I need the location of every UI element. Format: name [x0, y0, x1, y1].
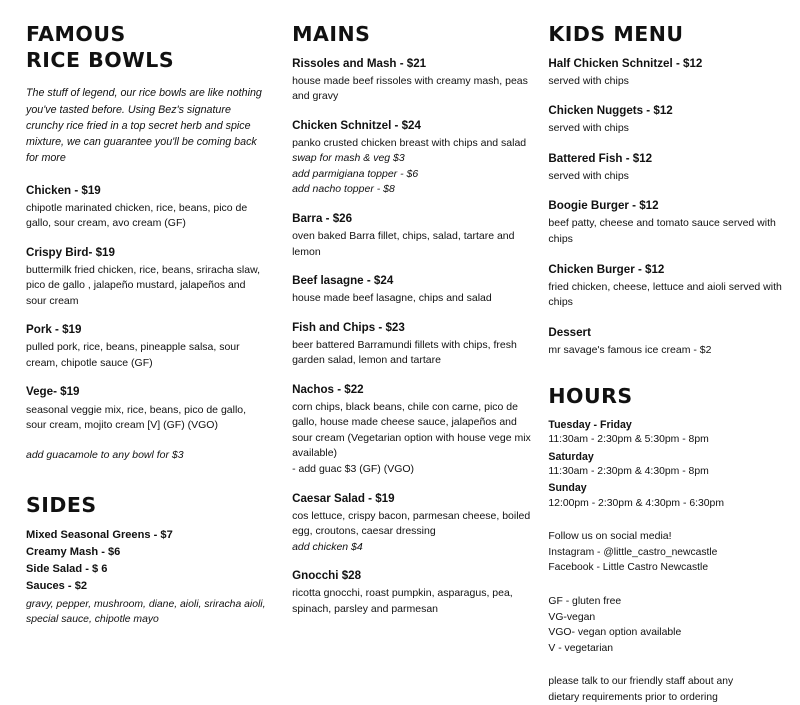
- menu-item: [292, 118, 534, 198]
- rice-bowls-title-line1: FAMOUS: [26, 22, 126, 46]
- item-name: Boogie Burger - $12: [548, 199, 659, 213]
- item-name: Dessert: [548, 325, 591, 339]
- rice-bowls-title-line2: RICE BOWLS: [26, 47, 175, 72]
- item-name: Fish and Chips - $23: [292, 320, 405, 334]
- hours-time: 11:30am - 2:30pm & 5:30pm - 8pm: [548, 433, 709, 445]
- item-description: corn chips, black beans, chile con carne, pico de gallo, house made cheese sauce, jalapeños and sour cream (Vegetarian option with house vege mix available): [292, 400, 531, 460]
- hours-time: 11:30am - 2:30pm & 4:30pm - 8pm: [548, 465, 709, 477]
- side-item: Creamy Mash - $6: [26, 545, 121, 558]
- item-description: beer battered Barramundi fillets with chips, fresh garden salad, lemon and tartare: [292, 338, 517, 367]
- section-title-sides: SIDES: [26, 493, 97, 518]
- column-rice-bowls: [26, 22, 292, 648]
- menu-item: [548, 103, 782, 137]
- rice-bowls-intro: The stuff of legend, our rice bowls are like nothing you've tasted before. Using Bez's signature crunchy rice fried in a top secret herb and spice mixture, we can guarantee you'll be coming back for more: [26, 87, 262, 165]
- item-name: Nachos - $22: [292, 382, 364, 396]
- menu-item: [548, 56, 782, 90]
- section-title-kids-menu: KIDS MENU: [548, 22, 684, 46]
- section-title-mains: MAINS: [292, 22, 371, 46]
- menu-item: [292, 568, 534, 617]
- item-description: served with chips: [548, 169, 629, 182]
- legend-line: VG-vegan: [548, 611, 596, 623]
- item-description: mr savage's famous ice cream - $2: [548, 343, 712, 356]
- item-addon: swap for mash & veg $3: [292, 152, 405, 165]
- menu-item: [292, 320, 534, 369]
- hours-day: Tuesday - Friday: [548, 418, 632, 431]
- side-item: Sauces - $2: [26, 580, 88, 593]
- menu-item: [292, 56, 534, 105]
- column-mains: [292, 22, 548, 648]
- item-description: panko crusted chicken breast with chips and salad: [292, 136, 527, 149]
- dietary-footer-note: please talk to our friendly staff about any dietary requirements prior to ordering: [548, 676, 734, 703]
- side-item: Side Salad - $ 6: [26, 563, 108, 576]
- item-name: Chicken Burger - $12: [548, 262, 665, 276]
- item-name: Vege- $19: [26, 385, 80, 399]
- item-name: Rissoles and Mash - $21: [292, 56, 427, 70]
- item-name: Barra - $26: [292, 211, 353, 225]
- legend-line: V - vegetarian: [548, 642, 614, 654]
- social-instagram: Instagram - @little_castro_newcastle: [548, 547, 718, 559]
- item-name: Beef lasagne - $24: [292, 274, 394, 288]
- menu-item: [26, 183, 274, 232]
- rice-bowls-note: add guacamole to any bowl for $3: [26, 448, 184, 461]
- item-description: pulled pork, rice, beans, pineapple salsa, sour cream, chipotle sauce (GF): [26, 341, 240, 369]
- menu-item: [548, 198, 782, 247]
- column-kids-hours: [548, 22, 782, 703]
- sauces-description: gravy, pepper, mushroom, diane, aioli, sriracha aioli, special sauce, chipotle mayo: [26, 598, 266, 625]
- item-name: Chicken - $19: [26, 183, 101, 197]
- social-facebook: Facebook - Little Castro Newcastle: [548, 562, 709, 574]
- item-description: chipotle marinated chicken, rice, beans, pico de gallo, sour cream, avo cream (GF): [26, 201, 248, 230]
- item-addon: add nacho topper - $8: [292, 183, 395, 196]
- item-description: beef patty, cheese and tomato sauce served with chips: [548, 217, 776, 245]
- section-title-rice-bowls: [26, 22, 274, 73]
- item-description: house made beef lasagne, chips and salad: [292, 292, 492, 305]
- item-name: Chicken Schnitzel - $24: [292, 118, 421, 132]
- menu-item: [292, 211, 534, 260]
- item-description: fried chicken, cheese, lettuce and aioli served with chips: [548, 280, 782, 309]
- menu-item: [26, 384, 274, 433]
- item-name: Half Chicken Schnitzel - $12: [548, 56, 703, 70]
- item-name: Gnocchi $28: [292, 569, 362, 583]
- item-addon: add parmigiana topper - $6: [292, 167, 419, 180]
- item-description: served with chips: [548, 74, 629, 87]
- menu-item: [26, 245, 274, 310]
- hours-day: Sunday: [548, 482, 587, 495]
- item-addon: add chicken $4: [292, 540, 363, 553]
- section-title-hours: HOURS: [548, 384, 633, 409]
- menu-item: [292, 382, 534, 478]
- legend-line: GF - gluten free: [548, 595, 622, 607]
- item-name: Chicken Nuggets - $12: [548, 104, 673, 118]
- side-item: Mixed Seasonal Greens - $7: [26, 528, 173, 541]
- item-name: Battered Fish - $12: [548, 151, 653, 165]
- hours-day: Saturday: [548, 450, 594, 463]
- item-name: Crispy Bird- $19: [26, 245, 115, 259]
- item-description: ricotta gnocchi, roast pumpkin, asparagus, pea, spinach, parsley and parmesan: [292, 587, 513, 615]
- item-description: buttermilk fried chicken, rice, beans, sriracha slaw, pico de gallo , jalapeño mustard, jalapeños and sour cream: [26, 263, 261, 307]
- item-addon: - add guac $3 (GF) (VGO): [292, 462, 415, 475]
- menu-item: [548, 262, 782, 311]
- item-description: house made beef rissoles with creamy mash, peas and gravy: [292, 74, 528, 103]
- menu-item: [292, 491, 534, 556]
- social-block: [548, 529, 782, 576]
- social-heading: Follow us on social media!: [548, 530, 672, 543]
- menu-item: [548, 151, 782, 185]
- item-description: served with chips: [548, 122, 629, 135]
- hours-time: 12:00pm - 2:30pm & 4:30pm - 6:30pm: [548, 497, 724, 509]
- item-name: Caesar Salad - $19: [292, 491, 395, 505]
- menu-item: [26, 322, 274, 371]
- item-name: Pork - $19: [26, 323, 82, 337]
- dietary-legend: [548, 594, 782, 656]
- item-description: seasonal veggie mix, rice, beans, pico de gallo, sour cream, mojito cream [V] (GF) (VGO): [26, 403, 247, 432]
- item-description: oven baked Barra fillet, chips, salad, tartare and lemon: [292, 230, 515, 258]
- menu-item: [292, 273, 534, 307]
- menu-item: [548, 325, 782, 359]
- item-description: cos lettuce, crispy bacon, parmesan cheese, boiled egg, croutons, caesar dressing: [292, 509, 531, 538]
- legend-line: VGO- vegan option available: [548, 627, 682, 639]
